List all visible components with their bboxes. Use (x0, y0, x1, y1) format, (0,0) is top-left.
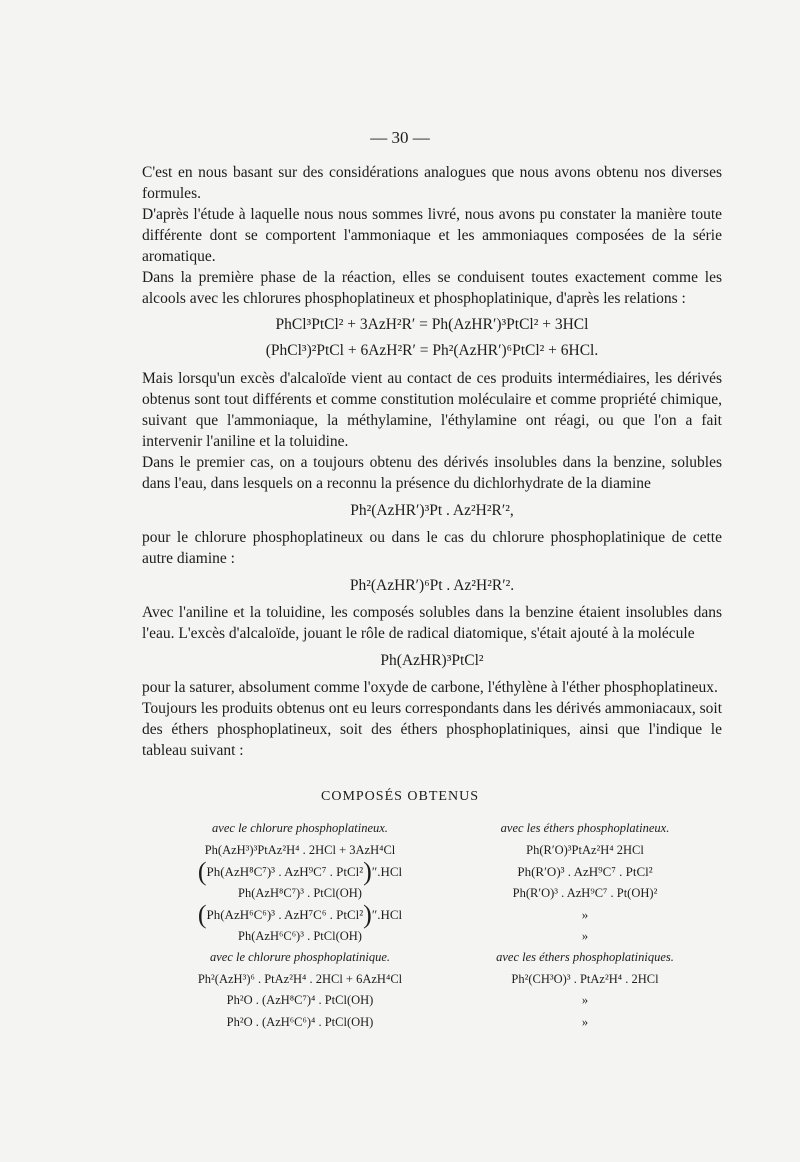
table-title: COMPOSÉS OBTENUS (321, 789, 479, 804)
paragraph-6: pour le chlorure phosphoplatineux ou dans le cas du chlorure phosphoplatinique de cette autre diamine : (142, 529, 722, 567)
left-row-4: (Ph(AzH⁶C⁶)³ . AzH⁷C⁶ . PtCl²)″.HCl (197, 900, 403, 929)
right-row-7: » (581, 993, 589, 1007)
left-row-2: (Ph(AzH⁸C⁷)³ . AzH⁹C⁷ . PtCl²)″.HCl (197, 857, 403, 886)
right-row-4: » (581, 907, 589, 922)
paragraph-1: C'est en nous basant sur des considérations analogues que nous avons obtenu nos diverses formules. (142, 164, 722, 202)
right-row-2: Ph(R′O)³ . AzH⁹C⁷ . PtCl² (517, 864, 653, 879)
right-header-1: avec les éthers phosphoplatineux. (500, 821, 670, 835)
right-column (480, 818, 690, 1033)
paragraph-2: D'après l'étude à laquelle nous nous sommes livré, nous avons pu constater la manière toute différente dont se comportent l'ammoniaque et les ammoniaques composées de la série aromatique. (142, 206, 722, 265)
paragraph-7: Avec l'aniline et la toluidine, les composés solubles dans la benzine étaient insolubles dans l'eau. L'excès d'alcaloïde, jouant le rôle de radical diatomique, s'était ajouté à la molécule (142, 604, 722, 642)
body-text-top (142, 162, 722, 309)
paragraph-9: Toujours les produits obtenus ont eu leurs correspondants dans les dérivés ammoniacaux, soit des éthers phosphoplatineux, soit des éthers phosphoplatiniques, ainsi que l'indique le tableau suivant : (142, 700, 722, 759)
formula-diamine-1: Ph²(AzHR′)³Pt . Az²H²R′², (350, 502, 514, 519)
right-header-2: avec les éthers phosphoplatiniques. (496, 950, 674, 964)
left-row-1: Ph(AzH³)³PtAz²H⁴ . 2HCl + 3AzH⁴Cl (204, 842, 396, 857)
equation-2: (PhCl³)²PtCl + 6AzH²R′ = Ph²(AzHR′)⁶PtCl² + 6HCl. (265, 342, 599, 359)
left-row-8: Ph²O . (AzH⁶C⁶)⁴ . PtCl(OH) (226, 1014, 374, 1029)
formula-3: Ph(AzHR)³PtCl² (380, 652, 484, 669)
formula-diamine-2: Ph²(AzHR′)⁶Pt . Az²H²R′². (349, 577, 515, 594)
paragraph-4: Mais lorsqu'un excès d'alcaloïde vient au contact de ces produits intermédiaires, les dérivés obtenus sont tout différents et comme constitution moléculaire et comme propriété chimique, suivant que l'ammoniaque, la méthylamine, l'éthylamine ont réagi, ou que l'on a fait intervenir l'aniline et la toluidine. (142, 370, 722, 450)
right-row-8: » (581, 1014, 589, 1029)
equations-block (142, 312, 722, 364)
page-number: — 30 — (370, 128, 430, 147)
right-row-3: Ph(R′O)³ . AzH⁹C⁷ . Pt(OH)² (512, 885, 658, 900)
body-text-middle (142, 368, 722, 761)
paragraph-3: Dans la première phase de la réaction, elles se conduisent toutes exactement comme les alcools avec les chlorures phosphoplatineux et phosphoplatinique, d'après les relations : (142, 269, 722, 307)
left-row-3: Ph(AzH⁸C⁷)³ . PtCl(OH) (238, 885, 362, 900)
right-row-6: Ph²(CH³O)³ . PtAz²H⁴ . 2HCl (511, 971, 659, 986)
paragraph-8: pour la saturer, absolument comme l'oxyde de carbone, l'éthylène à l'éther phosphoplatineux. (142, 679, 718, 696)
right-row-5: » (581, 928, 589, 943)
paragraph-5: Dans le premier cas, on a toujours obtenu des dérivés insolubles dans la benzine, solubles dans l'eau, dans lesquels on a reconnu la présence du dichlorhydrate de la diamine (142, 454, 722, 492)
left-row-6: Ph²(AzH³)⁶ . PtAz²H⁴ . 2HCl + 6AzH⁴Cl (197, 971, 403, 986)
left-header-1: avec le chlorure phosphoplatineux. (212, 821, 388, 835)
left-column (150, 818, 450, 1033)
left-row-5: Ph(AzH⁶C⁶)³ . PtCl(OH) (238, 928, 362, 943)
right-row-1: Ph(R′O)³PtAz²H⁴ 2HCl (526, 842, 644, 857)
equation-1: PhCl³PtCl² + 3AzH²R′ = Ph(AzHR′)³PtCl² + 3HCl (275, 316, 589, 333)
left-header-2: avec le chlorure phosphoplatinique. (209, 950, 391, 964)
left-row-7: Ph²O . (AzH⁸C⁷)⁴ . PtCl(OH) (226, 993, 374, 1007)
